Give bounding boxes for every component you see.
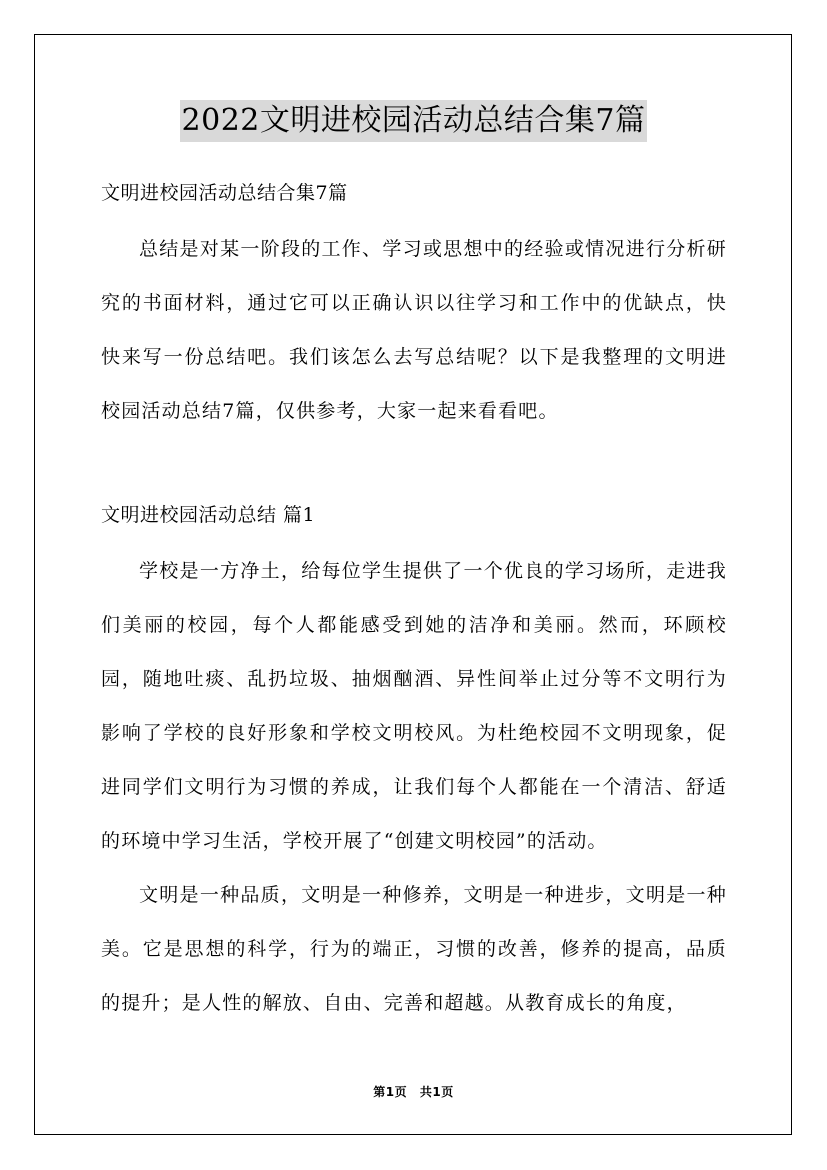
- document-body: [101, 178, 727, 1030]
- document-subtitle: 文明进校园活动总结合集7篇: [101, 182, 348, 204]
- section-heading: 文明进校园活动总结 篇1: [101, 504, 316, 526]
- page-number: 第1页: [373, 1085, 408, 1099]
- intro-paragraph: 总结是对某一阶段的工作、学习或思想中的经验或情况进行分析研究的书面材料，通过它可以正确认识以往学习和工作中的优缺点，快快来写一份总结吧。我们该怎么去写总结呢？以下是我整理的文明进校园活动总结7篇，仅供参考，大家一起来看看吧。: [101, 238, 727, 422]
- section-paragraph: 文明是一种品质，文明是一种修养，文明是一种进步，文明是一种美。它是思想的科学，行为的端正，习惯的改善，修养的提高，品质的提升；是人性的解放、自由、完善和超越。从教育成长的角度，: [101, 884, 727, 1014]
- section-paragraph: 学校是一方净土，给每位学生提供了一个优良的学习场所，走进我们美丽的校园，每个人都能感受到她的洁净和美丽。然而，环顾校园，随地吐痰、乱扔垃圾、抽烟酗酒、异性间举止过分等不文明行为影响了学校的良好形象和学校文明校风。为杜绝校园不文明现象，促进同学们文明行为习惯的养成，让我们每个人都能在一个清洁、舒适的环境中学习生活，学校开展了“创建文明校园”的活动。: [101, 560, 727, 852]
- title-container: [0, 100, 827, 142]
- page-footer: [0, 1083, 827, 1100]
- document-title: 2022文明进校园活动总结合集7篇: [180, 100, 648, 142]
- page-total: 共1页: [419, 1085, 454, 1099]
